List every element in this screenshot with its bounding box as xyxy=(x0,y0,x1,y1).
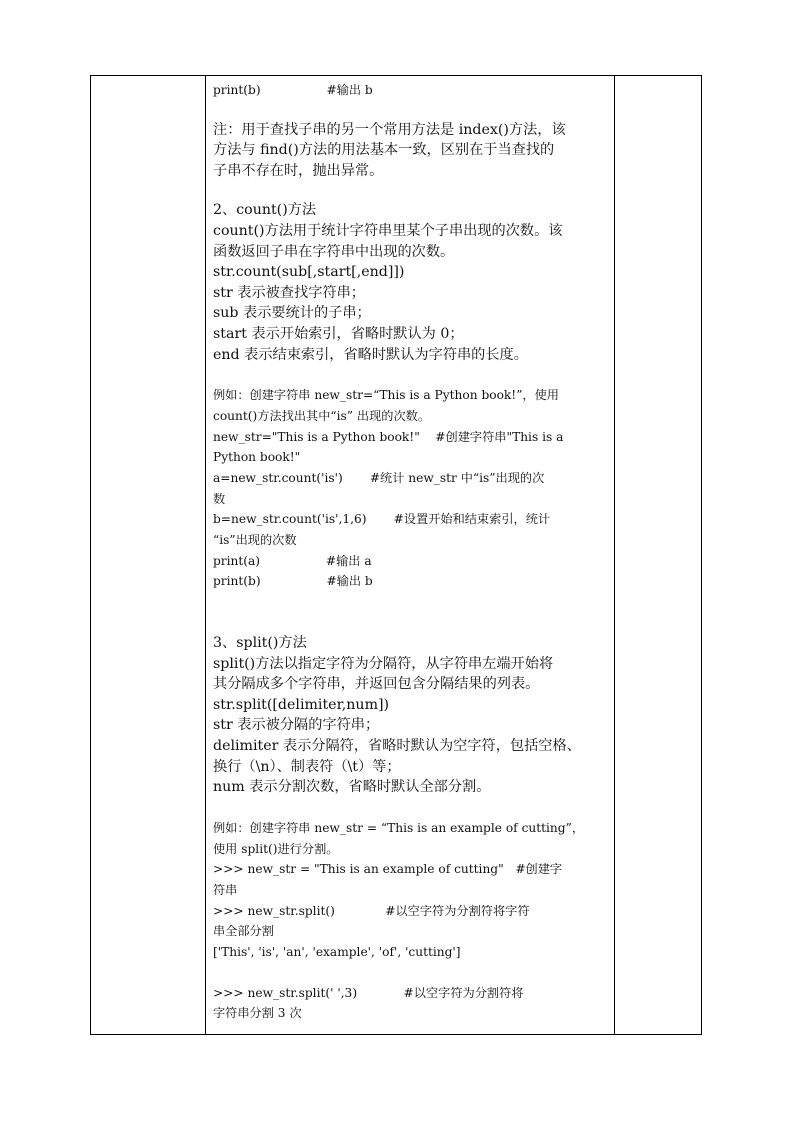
text-line: 注：用于查找子串的另一个常用方法是 index()方法，该 xyxy=(213,121,566,138)
code-line: 符串 xyxy=(213,882,238,897)
content-table xyxy=(90,75,702,1035)
text-line: count()方法用于统计字符串里某个子串出现的次数。该 xyxy=(213,223,563,240)
code-line: 数 xyxy=(213,491,226,506)
code-line: “is”出现的次数 xyxy=(213,533,297,548)
text-line: str 表示被查找字符串； xyxy=(213,284,365,301)
text-line: 函数返回子串在字符串中出现的次数。 xyxy=(213,243,455,260)
code-line: ['This', 'is', 'an', 'example', 'of', 'cutting'] xyxy=(213,944,461,959)
text-line: str 表示被分隔的字符串； xyxy=(213,717,380,734)
paragraph-gap xyxy=(213,101,609,120)
text-line: num 表示分割次数，省略时默认全部分割。 xyxy=(213,779,491,796)
text-line: 子串不存在时，抛出异常。 xyxy=(213,162,384,179)
text-line: str.split([delimiter,num]) xyxy=(213,696,390,713)
code-line: print(b) #输出 b xyxy=(213,574,373,589)
code-line: >>> new_str.split(' ',3) #以空字符为分割符将 xyxy=(213,985,524,1000)
text-line: sub 表示要统计的子串； xyxy=(213,305,371,322)
code-line: Python book!" xyxy=(213,450,301,465)
text-line: 2、count()方法 xyxy=(213,202,317,219)
code-line: b=new_str.count('is',1,6) #设置开始和结束索引，统计 xyxy=(213,512,551,527)
table-text-cell xyxy=(213,80,609,1024)
text-line: start 表示开始索引，省略时默认为 0； xyxy=(213,326,464,343)
text-line: delimiter 表示分隔符，省略时默认为空字符，包括空格、 xyxy=(213,738,581,755)
paragraph-gap xyxy=(213,798,609,818)
code-line: count()方法找出其中“is” 出现的次数。 xyxy=(213,408,431,423)
paragraph-gap xyxy=(213,365,609,385)
text-line: 3、split()方法 xyxy=(213,635,307,652)
text-line: split()方法以指定字符为分隔符，从字符串左端开始将 xyxy=(213,655,554,672)
code-line: a=new_str.count('is') #统计 new_str 中“is”出现的次 xyxy=(213,470,545,485)
code-line: >>> new_str.split() #以空字符为分割符将字符 xyxy=(213,903,530,918)
text-line: 换行（\n）、制表符（\t）等； xyxy=(213,758,401,775)
text-line: 其分隔成多个字符串，并返回包含分隔结果的列表。 xyxy=(213,676,540,693)
paragraph-gap xyxy=(213,592,609,633)
code-line: 例如：创建字符串 new_str=“This is a Python book!”，使用 xyxy=(213,388,559,403)
text-line: str.count(sub[,start[,end]]) xyxy=(213,264,405,281)
code-line: new_str="This is a Python book!" #创建字符串"This is a xyxy=(213,429,564,444)
code-line: print(a) #输出 a xyxy=(213,553,372,568)
text-line: end 表示结束索引，省略时默认为字符串的长度。 xyxy=(213,346,528,363)
code-line: >>> new_str = "This is an example of cutting" #创建字 xyxy=(213,862,563,877)
code-line: 例如：创建字符串 new_str = “This is an example of cutting”， xyxy=(213,820,585,835)
code-line: print(b) #输出 b xyxy=(213,83,373,97)
table-column-divider-left xyxy=(205,76,206,1034)
code-line: 字符串分割 3 次 xyxy=(213,1006,302,1021)
code-line: 使用 split()进行分割。 xyxy=(213,841,339,856)
table-column-divider-right xyxy=(614,76,615,1034)
text-line: 方法与 find()方法的用法基本一致，区别在于当查找的 xyxy=(213,142,555,159)
paragraph-gap xyxy=(213,181,609,200)
paragraph-gap xyxy=(213,963,609,983)
code-line: 串全部分割 xyxy=(213,924,274,939)
